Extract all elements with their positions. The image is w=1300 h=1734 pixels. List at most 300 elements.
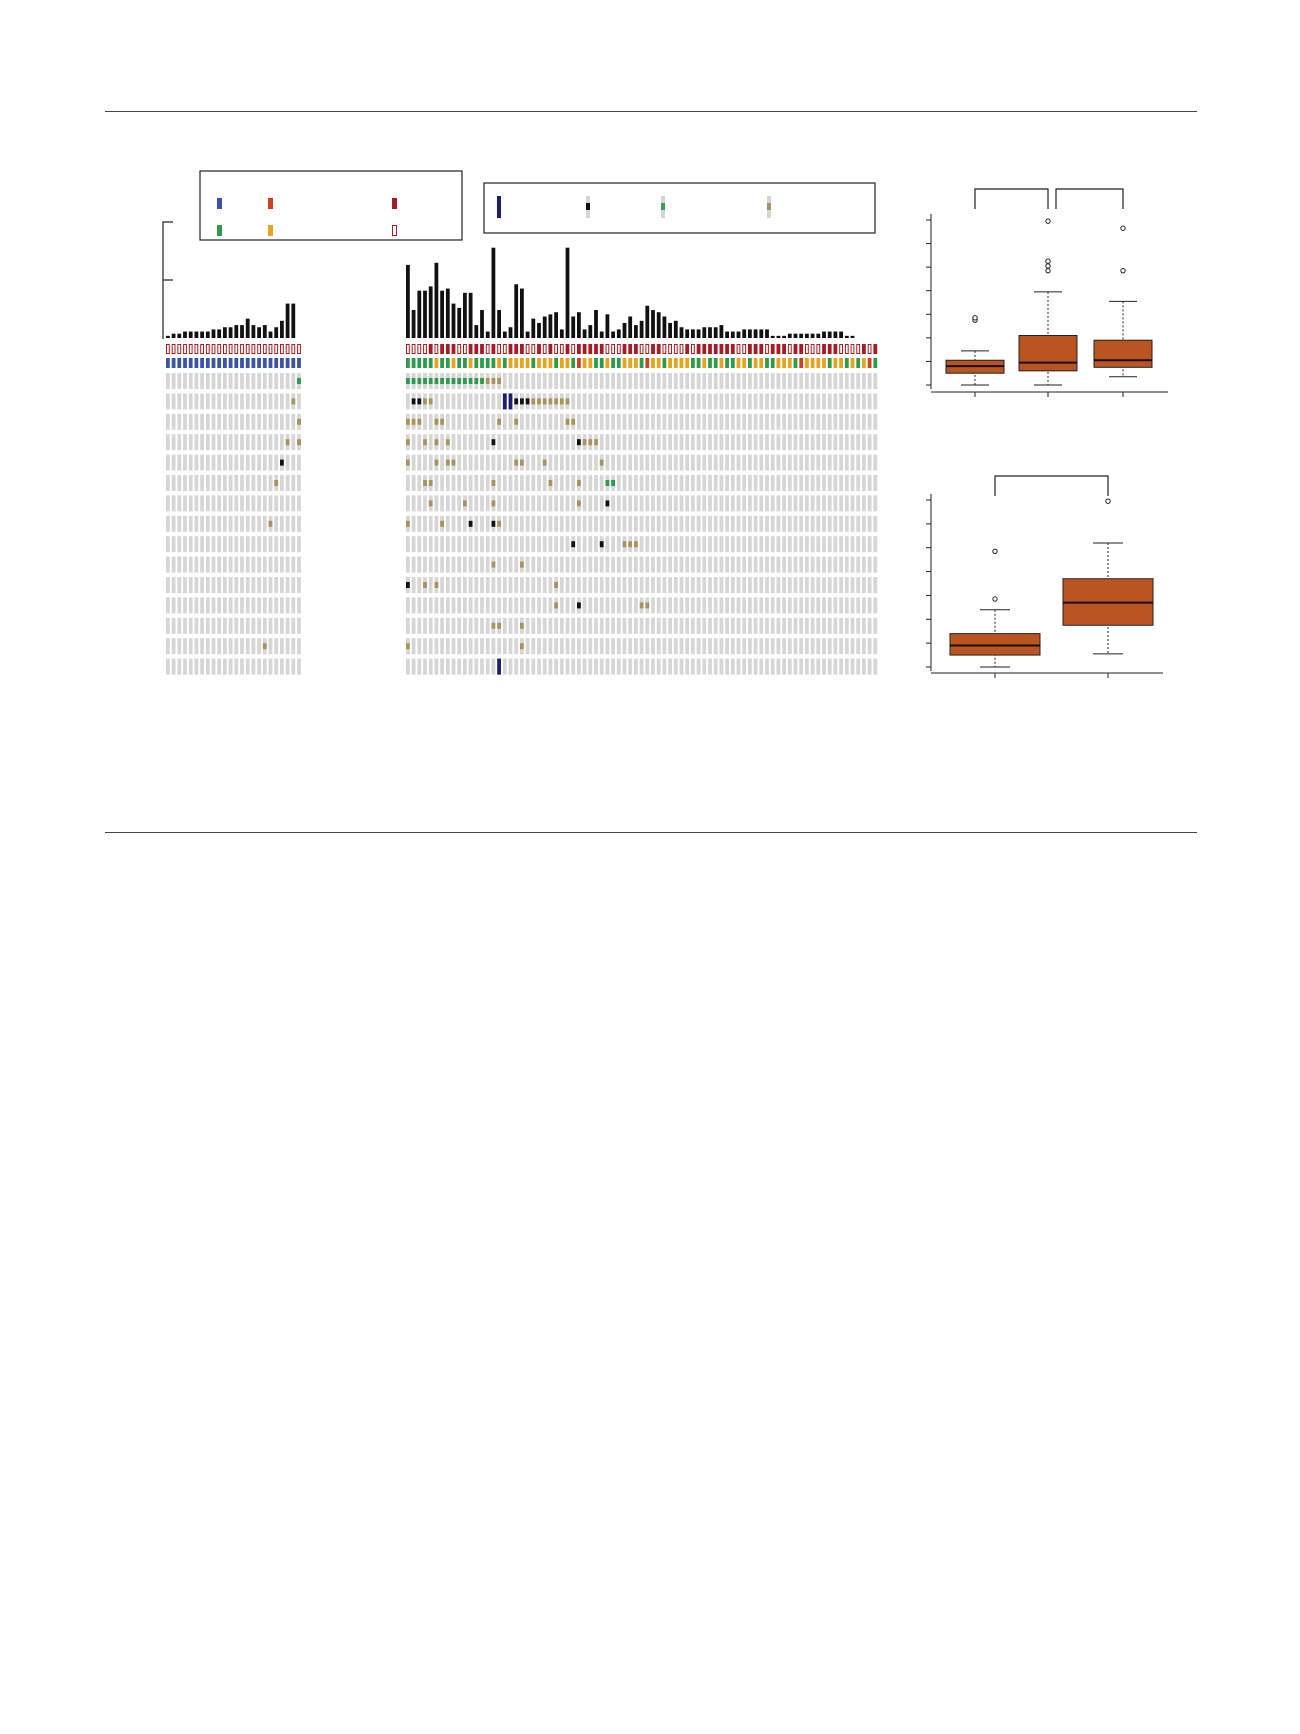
grid-cell xyxy=(503,536,507,552)
grid-cell xyxy=(469,638,473,654)
grid-cell xyxy=(531,434,535,450)
grid-cell xyxy=(623,618,627,634)
grid-cell xyxy=(771,557,775,573)
grid-cell xyxy=(805,393,809,409)
grid-cell xyxy=(811,414,815,430)
grid-cell xyxy=(492,577,496,593)
subtype-cell xyxy=(543,358,547,368)
grid-cell xyxy=(685,597,689,613)
alteration-tan xyxy=(543,460,547,466)
grid-cell xyxy=(514,597,518,613)
grid-cell xyxy=(212,577,216,593)
grid-cell xyxy=(514,495,518,511)
outlier-point xyxy=(1046,264,1050,268)
grid-cell xyxy=(645,536,649,552)
subtype-cell xyxy=(474,358,478,368)
annotation-cell xyxy=(628,344,632,354)
grid-cell xyxy=(588,557,592,573)
grid-cell xyxy=(183,516,187,532)
grid-cell xyxy=(537,638,541,654)
top-bar xyxy=(189,332,193,338)
grid-cell xyxy=(685,577,689,593)
grid-cell xyxy=(435,638,439,654)
annotation-cell xyxy=(840,345,843,354)
grid-cell xyxy=(845,393,849,409)
grid-cell xyxy=(697,557,701,573)
alteration-amplification xyxy=(497,659,501,675)
grid-cell xyxy=(845,455,849,471)
grid-cell xyxy=(657,393,661,409)
grid-cell xyxy=(811,434,815,450)
grid-cell xyxy=(737,597,741,613)
grid-cell xyxy=(754,455,758,471)
grid-cell xyxy=(873,577,877,593)
grid-cell xyxy=(657,475,661,491)
grid-cell xyxy=(177,638,181,654)
grid-cell xyxy=(748,373,752,389)
grid-cell xyxy=(183,414,187,430)
grid-cell xyxy=(851,659,855,675)
grid-cell xyxy=(725,618,729,634)
grid-cell xyxy=(177,557,181,573)
legend-swatch-green xyxy=(217,225,222,236)
grid-cell xyxy=(628,557,632,573)
grid-cell xyxy=(177,536,181,552)
grid-cell xyxy=(708,577,712,593)
annotation-cell xyxy=(560,345,563,354)
grid-cell xyxy=(257,638,261,654)
grid-cell xyxy=(280,373,284,389)
grid-cell xyxy=(514,618,518,634)
grid-cell xyxy=(577,659,581,675)
grid-cell xyxy=(794,516,798,532)
top-bar xyxy=(457,308,461,338)
subtype-cell xyxy=(520,358,524,368)
grid-cell xyxy=(725,516,729,532)
grid-cell xyxy=(474,516,478,532)
grid-cell xyxy=(566,638,570,654)
grid-cell xyxy=(206,414,210,430)
grid-cell xyxy=(526,455,530,471)
grid-cell xyxy=(440,659,444,675)
grid-cell xyxy=(657,434,661,450)
grid-cell xyxy=(697,577,701,593)
grid-cell xyxy=(435,659,439,675)
grid-cell xyxy=(680,495,684,511)
grid-cell xyxy=(286,455,290,471)
subtype-cell xyxy=(217,358,221,368)
grid-cell xyxy=(492,393,496,409)
grid-cell xyxy=(435,597,439,613)
subtype-cell xyxy=(452,358,456,368)
grid-cell xyxy=(543,434,547,450)
grid-cell xyxy=(577,618,581,634)
grid-cell xyxy=(560,373,564,389)
annotation-cell xyxy=(526,345,529,354)
grid-cell xyxy=(474,536,478,552)
alteration-tan xyxy=(520,562,524,568)
grid-cell xyxy=(452,659,456,675)
grid-cell xyxy=(663,434,667,450)
grid-cell xyxy=(674,455,678,471)
alteration-tan xyxy=(423,480,427,486)
grid-cell xyxy=(611,495,615,511)
grid-cell xyxy=(189,455,193,471)
alteration-tan xyxy=(463,500,467,506)
grid-cell xyxy=(828,455,832,471)
grid-cell xyxy=(554,557,558,573)
subtype-cell xyxy=(577,358,581,368)
grid-cell xyxy=(651,434,655,450)
grid-cell xyxy=(452,475,456,491)
grid-cell xyxy=(765,597,769,613)
grid-cell xyxy=(212,618,216,634)
grid-cell xyxy=(252,475,256,491)
grid-cell xyxy=(257,557,261,573)
grid-cell xyxy=(423,516,427,532)
grid-cell xyxy=(862,597,866,613)
grid-cell xyxy=(777,618,781,634)
annotation-cell xyxy=(873,344,877,354)
grid-cell xyxy=(474,597,478,613)
grid-cell xyxy=(257,455,261,471)
grid-cell xyxy=(805,659,809,675)
grid-cell xyxy=(600,475,604,491)
grid-cell xyxy=(257,495,261,511)
grid-cell xyxy=(588,638,592,654)
grid-cell xyxy=(731,557,735,573)
annotation-cell xyxy=(229,345,232,354)
grid-cell xyxy=(286,475,290,491)
grid-cell xyxy=(537,618,541,634)
grid-cell xyxy=(691,516,695,532)
grid-cell xyxy=(720,373,724,389)
grid-cell xyxy=(834,495,838,511)
grid-cell xyxy=(297,597,301,613)
grid-cell xyxy=(640,577,644,593)
grid-cell xyxy=(206,557,210,573)
grid-cell xyxy=(663,455,667,471)
grid-cell xyxy=(691,475,695,491)
alteration-green xyxy=(452,378,456,384)
legend-swatch-navy xyxy=(497,196,501,218)
grid-cell xyxy=(663,475,667,491)
grid-cell xyxy=(463,659,467,675)
grid-cell xyxy=(822,475,826,491)
subtype-cell xyxy=(497,358,501,368)
grid-cell xyxy=(577,455,581,471)
grid-cell xyxy=(252,618,256,634)
grid-cell xyxy=(206,495,210,511)
grid-cell xyxy=(720,475,724,491)
grid-cell xyxy=(166,659,170,675)
subtype-cell xyxy=(172,358,176,368)
grid-cell xyxy=(566,577,570,593)
grid-cell xyxy=(742,516,746,532)
annotation-cell xyxy=(224,345,227,354)
grid-cell xyxy=(195,536,199,552)
grid-cell xyxy=(839,414,843,430)
grid-cell xyxy=(291,495,295,511)
grid-cell xyxy=(742,495,746,511)
top-bar xyxy=(651,310,655,338)
grid-cell xyxy=(725,455,729,471)
grid-cell xyxy=(868,638,872,654)
grid-cell xyxy=(668,495,672,511)
grid-cell xyxy=(583,659,587,675)
grid-cell xyxy=(600,659,604,675)
grid-cell xyxy=(297,475,301,491)
alteration-tan xyxy=(497,419,501,425)
grid-cell xyxy=(234,455,238,471)
top-bar xyxy=(274,327,278,338)
subtype-cell xyxy=(406,358,410,368)
grid-cell xyxy=(497,557,501,573)
grid-cell xyxy=(195,455,199,471)
grid-cell xyxy=(799,434,803,450)
grid-cell xyxy=(588,618,592,634)
alteration-tan xyxy=(429,480,433,486)
annotation-cell xyxy=(246,345,249,354)
grid-cell xyxy=(463,393,467,409)
grid-cell xyxy=(851,638,855,654)
grid-cell xyxy=(412,495,416,511)
grid-cell xyxy=(617,393,621,409)
grid-cell xyxy=(269,393,273,409)
annotation-cell xyxy=(725,344,729,354)
grid-cell xyxy=(274,414,278,430)
alteration-tan xyxy=(594,439,598,445)
grid-cell xyxy=(737,638,741,654)
grid-cell xyxy=(782,393,786,409)
grid-cell xyxy=(754,414,758,430)
grid-cell xyxy=(274,516,278,532)
grid-cell xyxy=(839,495,843,511)
grid-cell xyxy=(702,638,706,654)
grid-cell xyxy=(851,495,855,511)
grid-cell xyxy=(212,597,216,613)
grid-cell xyxy=(657,495,661,511)
grid-cell xyxy=(166,597,170,613)
grid-cell xyxy=(828,373,832,389)
grid-cell xyxy=(440,638,444,654)
alteration-tan xyxy=(520,623,524,629)
alteration-tan xyxy=(514,419,518,425)
grid-cell xyxy=(811,455,815,471)
grid-cell xyxy=(463,455,467,471)
grid-cell xyxy=(514,475,518,491)
grid-cell xyxy=(172,455,176,471)
grid-cell xyxy=(759,495,763,511)
grid-cell xyxy=(520,536,524,552)
grid-cell xyxy=(240,414,244,430)
grid-cell xyxy=(594,597,598,613)
grid-cell xyxy=(759,373,763,389)
grid-cell xyxy=(799,475,803,491)
grid-cell xyxy=(588,373,592,389)
grid-cell xyxy=(782,659,786,675)
grid-cell xyxy=(799,659,803,675)
grid-cell xyxy=(177,516,181,532)
top-bar xyxy=(788,334,792,338)
annotation-cell xyxy=(788,345,791,354)
grid-cell xyxy=(702,373,706,389)
annotation-cell xyxy=(623,344,627,354)
grid-cell xyxy=(720,618,724,634)
grid-cell xyxy=(851,557,855,573)
grid-cell xyxy=(731,455,735,471)
grid-cell xyxy=(657,597,661,613)
grid-cell xyxy=(229,577,233,593)
grid-cell xyxy=(274,393,278,409)
grid-cell xyxy=(839,618,843,634)
grid-cell xyxy=(269,434,273,450)
grid-cell xyxy=(720,434,724,450)
grid-cell xyxy=(725,638,729,654)
grid-cell xyxy=(697,597,701,613)
alteration-tan xyxy=(640,602,644,608)
grid-cell xyxy=(754,373,758,389)
grid-cell xyxy=(645,373,649,389)
grid-cell xyxy=(246,638,250,654)
grid-cell xyxy=(571,393,575,409)
grid-cell xyxy=(257,393,261,409)
subtype-cell xyxy=(200,358,204,368)
grid-cell xyxy=(560,638,564,654)
grid-cell xyxy=(680,597,684,613)
grid-cell xyxy=(446,577,450,593)
grid-cell xyxy=(269,557,273,573)
grid-cell xyxy=(799,618,803,634)
grid-cell xyxy=(166,638,170,654)
grid-cell xyxy=(674,577,678,593)
annotation-cell xyxy=(759,344,763,354)
grid-cell xyxy=(759,414,763,430)
grid-cell xyxy=(640,414,644,430)
grid-cell xyxy=(805,638,809,654)
top-bar xyxy=(229,327,233,338)
grid-cell xyxy=(645,557,649,573)
grid-cell xyxy=(423,618,427,634)
grid-cell xyxy=(685,557,689,573)
grid-cell xyxy=(754,659,758,675)
grid-cell xyxy=(617,536,621,552)
grid-cell xyxy=(714,536,718,552)
grid-cell xyxy=(851,414,855,430)
grid-cell xyxy=(754,475,758,491)
annotation-cell xyxy=(281,345,284,354)
grid-cell xyxy=(189,577,193,593)
grid-cell xyxy=(457,434,461,450)
annotation-cell xyxy=(178,345,181,354)
grid-cell xyxy=(263,516,267,532)
grid-cell xyxy=(446,414,450,430)
grid-cell xyxy=(440,536,444,552)
grid-cell xyxy=(297,455,301,471)
grid-cell xyxy=(606,659,610,675)
grid-cell xyxy=(200,434,204,450)
grid-cell xyxy=(708,434,712,450)
grid-cell xyxy=(246,516,250,532)
alteration-tan xyxy=(492,480,496,486)
grid-cell xyxy=(680,536,684,552)
grid-cell xyxy=(240,618,244,634)
grid-cell xyxy=(645,475,649,491)
alteration-tan xyxy=(286,439,290,445)
subtype-cell xyxy=(554,358,558,368)
grid-cell xyxy=(554,434,558,450)
grid-cell xyxy=(486,638,490,654)
grid-cell xyxy=(566,597,570,613)
alteration-tan xyxy=(543,398,547,404)
grid-cell xyxy=(748,577,752,593)
grid-cell xyxy=(195,516,199,532)
subtype-cell xyxy=(206,358,210,368)
grid-cell xyxy=(429,536,433,552)
grid-cell xyxy=(657,659,661,675)
alteration-green xyxy=(297,378,301,384)
subtype-cell xyxy=(839,358,843,368)
top-bar xyxy=(640,321,644,338)
grid-cell xyxy=(663,373,667,389)
grid-cell xyxy=(474,577,478,593)
grid-cell xyxy=(189,638,193,654)
grid-cell xyxy=(554,638,558,654)
grid-cell xyxy=(457,414,461,430)
subtype-cell xyxy=(177,358,181,368)
subtype-cell xyxy=(771,358,775,368)
annotation-cell xyxy=(851,345,854,354)
annotation-cell xyxy=(600,344,604,354)
grid-cell xyxy=(782,434,786,450)
grid-cell xyxy=(634,455,638,471)
grid-cell xyxy=(708,618,712,634)
grid-cell xyxy=(628,373,632,389)
grid-cell xyxy=(240,659,244,675)
annotation-cell xyxy=(509,344,513,354)
grid-cell xyxy=(234,618,238,634)
grid-cell xyxy=(206,455,210,471)
grid-cell xyxy=(657,577,661,593)
grid-cell xyxy=(805,597,809,613)
grid-cell xyxy=(537,659,541,675)
grid-cell xyxy=(600,414,604,430)
grid-cell xyxy=(708,475,712,491)
grid-cell xyxy=(503,577,507,593)
outlier-point xyxy=(1121,226,1125,230)
grid-cell xyxy=(263,414,267,430)
grid-cell xyxy=(252,659,256,675)
grid-cell xyxy=(811,495,815,511)
grid-cell xyxy=(640,557,644,573)
grid-cell xyxy=(189,618,193,634)
alteration-tan xyxy=(560,398,564,404)
annotation-cell xyxy=(184,345,187,354)
alteration-tan xyxy=(435,419,439,425)
grid-cell xyxy=(514,373,518,389)
grid-cell xyxy=(560,659,564,675)
grid-cell xyxy=(206,393,210,409)
top-bar xyxy=(509,327,513,338)
alteration-tan xyxy=(537,398,541,404)
grid-cell xyxy=(229,373,233,389)
grid-cell xyxy=(634,557,638,573)
grid-cell xyxy=(691,618,695,634)
grid-cell xyxy=(606,618,610,634)
grid-cell xyxy=(777,638,781,654)
subtype-cell xyxy=(257,358,261,368)
alteration-tan xyxy=(628,541,632,547)
